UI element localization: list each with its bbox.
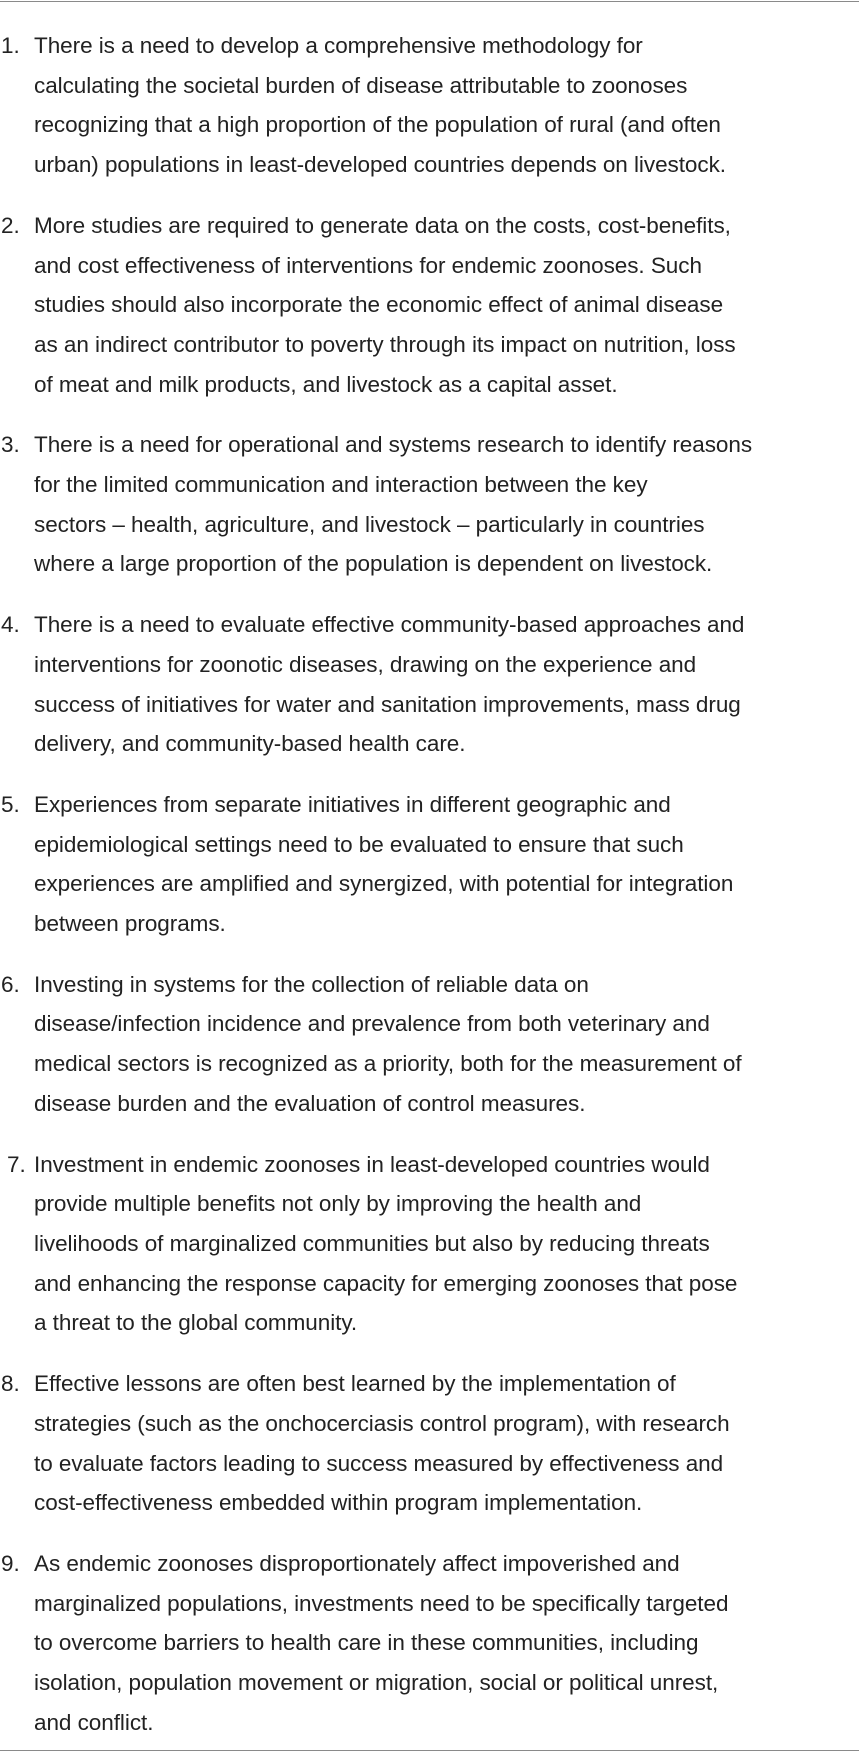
- list-item: [0, 605, 859, 764]
- item-text-line: recognizing that a high proportion of the population of rural (and often: [34, 112, 721, 138]
- item-text-line: to overcome barriers to health care in these communities, including: [34, 1630, 699, 1656]
- item-text-line: disease burden and the evaluation of control measures.: [34, 1090, 586, 1116]
- item-text-line: epidemiological settings need to be evaluated to ensure that such: [34, 831, 684, 857]
- item-text-line: studies should also incorporate the economic effect of animal disease: [34, 292, 724, 318]
- item-text: [34, 1364, 859, 1523]
- item-text-line: livelihoods of marginalized communities but also by reducing threats: [34, 1230, 710, 1256]
- list-item: [0, 425, 859, 584]
- item-text: [34, 605, 859, 764]
- item-text: [34, 1145, 859, 1344]
- item-text-line: Experiences from separate initiatives in different geographic and: [34, 791, 671, 817]
- item-text-line: experiences are amplified and synergized, with potential for integration: [34, 871, 734, 897]
- item-number: 9.: [1, 1550, 20, 1576]
- item-text-line: urban) populations in least-developed countries depends on livestock.: [34, 152, 726, 178]
- item-number: 3.: [1, 432, 20, 458]
- list-item: [0, 206, 859, 405]
- item-text-line: for the limited communication and interaction between the key: [34, 472, 648, 498]
- item-text-line: where a large proportion of the population is dependent on livestock.: [34, 551, 713, 577]
- item-text: [34, 425, 859, 584]
- item-text: [34, 965, 859, 1124]
- item-text-line: to evaluate factors leading to success measured by effectiveness and: [34, 1450, 724, 1476]
- item-text-line: There is a need to evaluate effective community-based approaches and: [34, 612, 745, 638]
- item-text-line: Investing in systems for the collection of reliable data on: [34, 971, 589, 997]
- list-item: [0, 26, 859, 185]
- item-number: 5.: [1, 791, 20, 817]
- item-text-line: There is a need to develop a comprehensive methodology for: [34, 33, 643, 58]
- item-text: [34, 785, 859, 944]
- recommendations-list: [0, 26, 859, 1763]
- item-text-line: medical sectors is recognized as a priority, both for the measurement of: [34, 1051, 742, 1077]
- item-text-line: delivery, and community-based health care.: [34, 731, 466, 757]
- item-text-line: Investment in endemic zoonoses in least-developed countries would: [34, 1151, 710, 1177]
- item-text-line: calculating the societal burden of disease attributable to zoonoses: [34, 72, 688, 98]
- item-text-line: sectors – health, agriculture, and livestock – particularly in countries: [34, 511, 705, 537]
- item-text-line: As endemic zoonoses disproportionately affect impoverished and: [34, 1550, 680, 1576]
- list-item: [0, 1145, 859, 1344]
- item-text: [34, 206, 859, 405]
- item-text-line: isolation, population movement or migration, social or political unrest,: [34, 1670, 719, 1696]
- item-number: 8.: [1, 1371, 20, 1397]
- top-rule: [0, 1, 859, 2]
- item-text-line: disease/infection incidence and prevalence from both veterinary and: [34, 1011, 710, 1037]
- item-text-line: There is a need for operational and systems research to identify reasons: [34, 432, 753, 458]
- item-text-line: of meat and milk products, and livestock as a capital asset.: [34, 371, 618, 397]
- item-number: 4.: [1, 612, 20, 638]
- item-number: 6.: [1, 971, 20, 997]
- item-text-line: and cost effectiveness of interventions for endemic zoonoses. Such: [34, 252, 702, 278]
- item-text-line: and conflict.: [34, 1709, 154, 1735]
- list-item: [0, 1364, 859, 1523]
- bottom-rule: [0, 1750, 859, 1751]
- item-text: [34, 26, 859, 185]
- item-number: 1.: [1, 33, 20, 58]
- item-number: 7.: [7, 1151, 26, 1177]
- item-text-line: More studies are required to generate data on the costs, cost-benefits,: [34, 212, 731, 238]
- item-text-line: a threat to the global community.: [34, 1310, 358, 1336]
- item-number: 2.: [1, 212, 20, 238]
- list-item: [0, 785, 859, 944]
- item-text: [34, 1544, 859, 1743]
- item-text-line: between programs.: [34, 911, 226, 937]
- item-text-line: Effective lessons are often best learned by the implementation of: [34, 1371, 676, 1397]
- item-text-line: and enhancing the response capacity for emerging zoonoses that pose: [34, 1270, 738, 1296]
- item-text-line: as an indirect contributor to poverty through its impact on nutrition, loss: [34, 331, 736, 357]
- list-item: [0, 965, 859, 1124]
- item-text-line: success of initiatives for water and sanitation improvements, mass drug: [34, 691, 741, 717]
- item-text-line: provide multiple benefits not only by improving the health and: [34, 1191, 642, 1217]
- item-text-line: marginalized populations, investments need to be specifically targeted: [34, 1590, 729, 1616]
- list-item: [0, 1544, 859, 1743]
- item-text-line: interventions for zoonotic diseases, drawing on the experience and: [34, 651, 697, 677]
- item-text-line: strategies (such as the onchocerciasis control program), with research: [34, 1410, 730, 1436]
- item-text-line: cost-effectiveness embedded within program implementation.: [34, 1490, 643, 1516]
